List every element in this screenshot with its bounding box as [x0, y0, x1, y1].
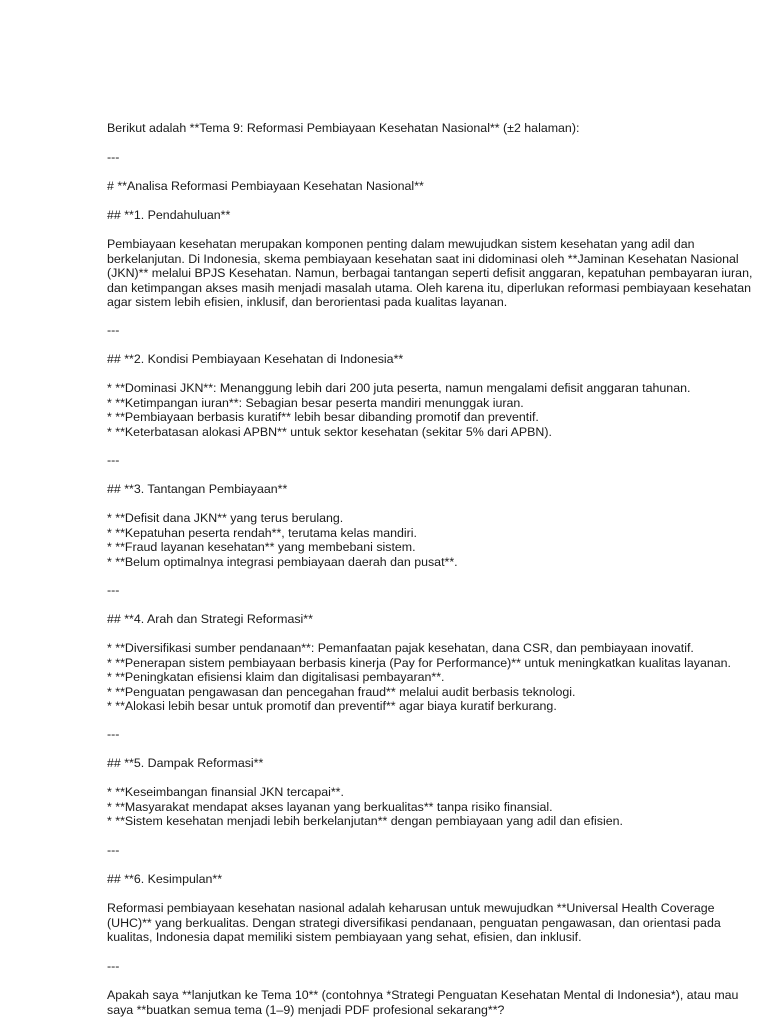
bullet-item: * **Defisit dana JKN** yang terus berulang.: [107, 511, 344, 525]
bullet-item: * **Keterbatasan alokasi APBN** untuk sektor kesehatan (sekitar 5% dari APBN).: [107, 424, 552, 439]
paragraph-line: (UHC)** yang berkualitas. Dengan strategi diversifikasi pendanaan, penguatan pengawasan, dan orientasi pada: [107, 915, 721, 930]
section-heading-4: ## **4. Arah dan Strategi Reformasi**: [107, 612, 313, 626]
separator: ---: [107, 453, 120, 467]
bullet-item: * **Penguatan pengawasan dan pencegahan fraud** melalui audit berbasis teknologi.: [107, 684, 576, 699]
paragraph-line: Apakah saya **lanjutkan ke Tema 10** (contohnya *Strategi Penguatan Kesehatan Mental di Indonesia*), atau mau: [107, 988, 739, 1002]
section-heading-2: ## **2. Kondisi Pembiayaan Kesehatan di Indonesia**: [107, 352, 404, 366]
bullet-item: * **Diversifikasi sumber pendanaan**: Pemanfaatan pajak kesehatan, dana CSR, dan pembiayaan inovatif.: [107, 641, 694, 655]
section-6-paragraph: [107, 901, 762, 945]
separator: ---: [107, 959, 120, 973]
bullet-item: * **Masyarakat mendapat akses layanan yang berkualitas** tanpa risiko finansial.: [107, 799, 553, 814]
bullet-item: * **Ketimpangan iuran**: Sebagian besar peserta mandiri menunggak iuran.: [107, 395, 524, 410]
section-heading-1: ## **1. Pendahuluan**: [107, 208, 231, 222]
bullet-item: * **Alokasi lebih besar untuk promotif dan preventif** agar biaya kuratif berkurang.: [107, 699, 557, 714]
bullet-item: * **Peningkatan efisiensi klaim dan digitalisasi pembayaran**.: [107, 670, 445, 685]
section-1-paragraph: [107, 237, 762, 310]
paragraph-line: Pembiayaan kesehatan merupakan komponen penting dalam mewujudkan sistem kesehatan yang adil dan: [107, 237, 695, 251]
paragraph-line: (JKN)** melalui BPJS Kesehatan. Namun, berbagai tantangan seperti defisit anggaran, kepatuhan pembayaran iuran,: [107, 266, 753, 281]
closing-question: [107, 988, 762, 1017]
separator: ---: [107, 150, 120, 164]
section-3-bullet-list: [107, 511, 762, 569]
separator: ---: [107, 323, 120, 337]
bullet-item: * **Penerapan sistem pembiayaan berbasis kinerja (Pay for Performance)** untuk meningkatkan kualitas layanan.: [107, 655, 731, 670]
separator: ---: [107, 583, 120, 597]
section-4-bullet-list: [107, 641, 762, 714]
bullet-item: * **Dominasi JKN**: Menanggung lebih dari 200 juta peserta, namun mengalami defisit anggaran tahunan.: [107, 381, 691, 395]
bullet-item: * **Pembiayaan berbasis kuratif** lebih besar dibanding promotif dan preventif.: [107, 410, 539, 425]
paragraph-line: Reformasi pembiayaan kesehatan nasional adalah keharusan untuk mewujudkan **Universal Health Coverage: [107, 901, 715, 915]
paragraph-line: dan ketimpangan akses masih menjadi masalah utama. Oleh karena itu, diperlukan reformasi pembiayaan kesehatan: [107, 280, 751, 295]
bullet-item: * **Belum optimalnya integrasi pembiayaan daerah dan pusat**.: [107, 554, 458, 569]
section-heading-3: ## **3. Tantangan Pembiayaan**: [107, 482, 288, 496]
intro-line: Berikut adalah **Tema 9: Reformasi Pembiayaan Kesehatan Nasional** (±2 halaman):: [107, 121, 580, 135]
bullet-item: * **Keseimbangan finansial JKN tercapai**.: [107, 785, 344, 799]
paragraph-line: berkelanjutan. Di Indonesia, skema pembiayaan kesehatan saat ini didominasi oleh **Jaminan Kesehatan Nasional: [107, 251, 739, 266]
separator: ---: [107, 843, 120, 857]
document-title: # **Analisa Reformasi Pembiayaan Kesehatan Nasional**: [107, 179, 424, 193]
paragraph-line: agar sistem lebih efisien, inklusif, dan berorientasi pada kualitas layanan.: [107, 295, 508, 310]
paragraph-line: saya **buatkan semua tema (1–9) menjadi PDF profesional sekarang**?: [107, 1002, 505, 1017]
bullet-item: * **Fraud layanan kesehatan** yang membebani sistem.: [107, 540, 416, 555]
bullet-item: * **Kepatuhan peserta rendah**, terutama kelas mandiri.: [107, 525, 417, 540]
separator: ---: [107, 727, 120, 741]
section-2-bullet-list: [107, 381, 762, 439]
bullet-item: * **Sistem kesehatan menjadi lebih berkelanjutan** dengan pembiayaan yang adil dan efisien.: [107, 814, 623, 829]
section-heading-5: ## **5. Dampak Reformasi**: [107, 756, 264, 770]
section-5-bullet-list: [107, 785, 762, 829]
paragraph-line: kualitas, Indonesia dapat memiliki sistem pembiayaan yang sehat, efisien, dan inklusif.: [107, 930, 582, 945]
section-heading-6: ## **6. Kesimpulan**: [107, 872, 223, 886]
